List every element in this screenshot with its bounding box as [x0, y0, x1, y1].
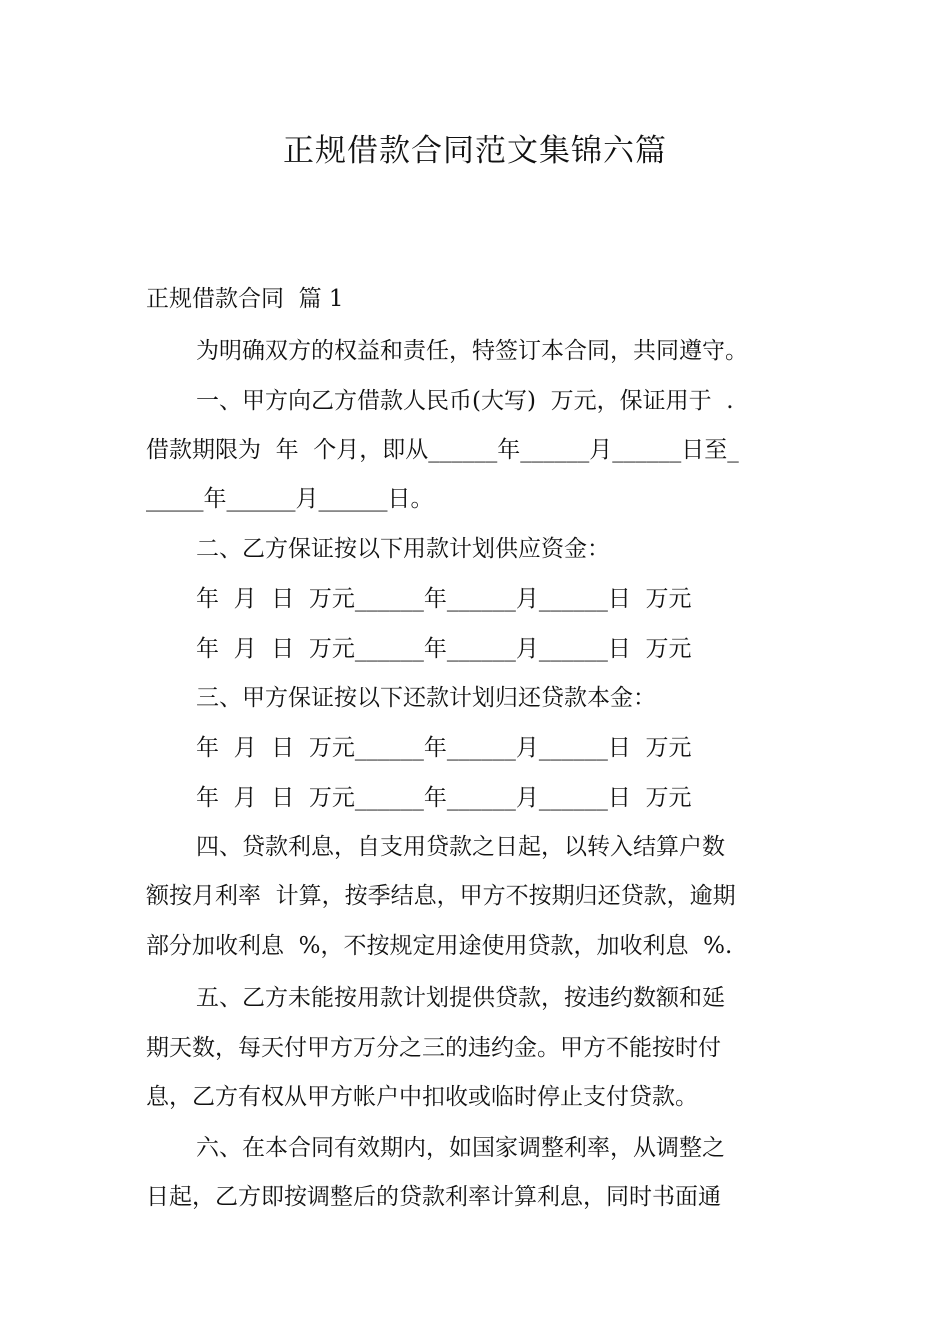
paragraph-line: 息，乙方有权从甲方帐户中扣收或临时停止支付贷款。	[146, 1084, 698, 1110]
paragraph-line: 三、甲方保证按以下还款计划归还贷款本金：	[196, 685, 656, 711]
paragraph-line: 为明确双方的权益和责任，特签订本合同，共同遵守。	[196, 338, 748, 364]
paragraph-line: 借款期限为 年 个月，即从______年______月______日至_	[146, 437, 739, 463]
paragraph-line: 日起，乙方即按调整后的贷款利率计算利息，同时书面通	[146, 1184, 721, 1210]
paragraph-line: 一、甲方向乙方借款人民币(大写) 万元，保证用于 .	[196, 388, 734, 414]
paragraph-line: 额按月利率 计算，按季结息，甲方不按期归还贷款，逾期	[146, 883, 736, 909]
paragraph-line: 六、在本合同有效期内，如国家调整利率，从调整之	[196, 1135, 725, 1161]
paragraph-line: _____年______月______日。	[146, 486, 434, 512]
paragraph-line: 部分加收利息 %，不按规定用途使用贷款，加收利息 %.	[146, 933, 733, 959]
schedule-line: 年 月 日 万元______年______月______日 万元	[196, 586, 692, 612]
paragraph-line: 二、乙方保证按以下用款计划供应资金：	[196, 536, 610, 562]
schedule-line: 年 月 日 万元______年______月______日 万元	[196, 785, 692, 811]
section-heading: 正规借款合同 篇 1	[146, 286, 344, 312]
document-title: 正规借款合同范文集锦六篇	[283, 133, 667, 169]
paragraph-line: 期天数，每天付甲方万分之三的违约金。甲方不能按时付	[146, 1035, 721, 1061]
paragraph-line: 四、贷款利息，自支用贷款之日起，以转入结算户数	[196, 834, 725, 860]
schedule-line: 年 月 日 万元______年______月______日 万元	[196, 735, 692, 761]
schedule-line: 年 月 日 万元______年______月______日 万元	[196, 636, 692, 662]
paragraph-line: 五、乙方未能按用款计划提供贷款，按违约数额和延	[196, 985, 725, 1011]
